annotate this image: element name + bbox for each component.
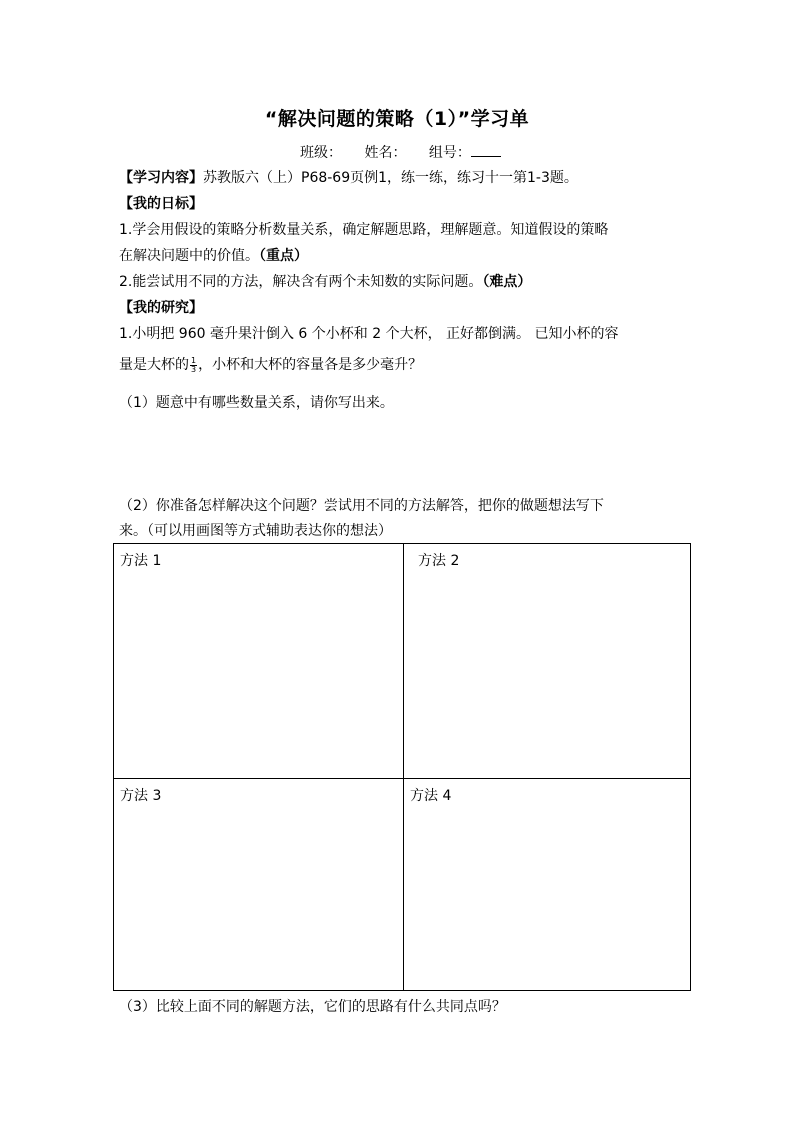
- group-label: 组号：: [428, 145, 471, 161]
- goal1-line2: [119, 245, 308, 265]
- fraction-numerator: 1: [191, 355, 197, 365]
- question-3: （3）比较上面不同的解题方法，它们的思路有什么共同点吗？: [119, 999, 506, 1015]
- method-1-label: 方法 1: [120, 553, 162, 569]
- method-1-cell[interactable]: [114, 544, 403, 778]
- fraction-denominator: 3: [191, 364, 197, 374]
- question-1: （1）题意中有哪些数量关系，请你写出来。: [119, 395, 394, 411]
- method-2-cell[interactable]: [404, 544, 690, 778]
- goal1-tag: （重点）: [259, 248, 308, 264]
- learning-content-text: 苏教版六（上）P68-69页例1，练一练，练习十一第1-3题。: [203, 170, 578, 186]
- goal1-line1: 1.学会用假设的策略分析数量关系，确定解题思路，理解题意。知道假设的策略: [119, 222, 609, 238]
- group-blank[interactable]: [471, 144, 501, 157]
- question-2-line2: 来。（可以用画图等方式辅助表达你的想法）: [119, 523, 392, 539]
- learning-content-line: [119, 167, 578, 187]
- problem-line1: 1.小明把 960 毫升果汁倒入 6 个小杯和 2 个大杯， 正好都倒满。 已知小杯的容: [119, 326, 619, 342]
- goal2-text: 2.能尝试用不同的方法，解决含有两个未知数的实际问题。: [119, 274, 483, 290]
- methods-table: [113, 543, 691, 991]
- problem-line2: [119, 354, 422, 374]
- method-3-label: 方法 3: [120, 788, 162, 804]
- goal2-tag: （难点）: [482, 274, 532, 290]
- problem-line2-pre: 量是大杯的: [119, 357, 189, 373]
- student-info-line: [300, 142, 501, 162]
- method-2-label: 方法 2: [418, 553, 460, 569]
- name-label: 姓名：: [364, 145, 407, 161]
- page-title: “解决问题的策略（1）”学习单: [264, 108, 530, 130]
- fraction-one-third: [190, 357, 197, 374]
- goal1-line2-text: 在解决问题中的价值。: [119, 248, 259, 264]
- method-3-cell[interactable]: [114, 779, 403, 990]
- question-2-line1: （2）你准备怎样解决这个问题？尝试用不同的方法解答，把你的做题想法写下: [119, 498, 604, 514]
- class-label: 班级：: [300, 145, 342, 161]
- goal2-line: [119, 271, 531, 291]
- problem-line2-post: ，小杯和大杯的容量各是多少毫升？: [198, 357, 423, 373]
- method-4-label: 方法 4: [410, 788, 452, 804]
- research-heading: 【我的研究】: [119, 300, 203, 316]
- goals-heading: 【我的日标】: [119, 196, 203, 212]
- method-4-cell[interactable]: [404, 779, 690, 990]
- learning-content-heading: 【学习内容】: [119, 170, 203, 186]
